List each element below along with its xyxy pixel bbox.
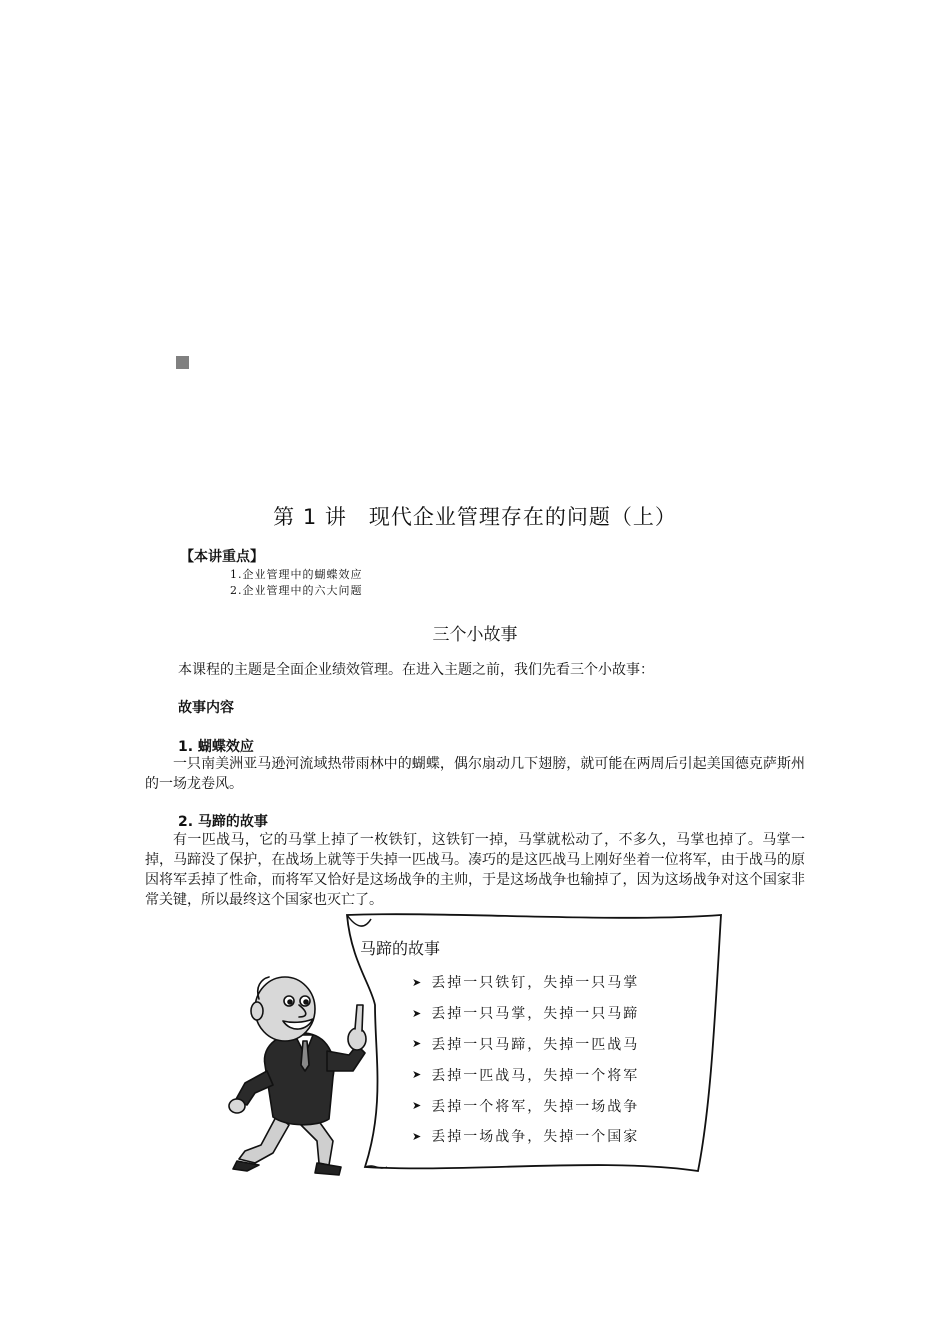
figure-list-item	[412, 1121, 639, 1152]
figure-item-text: 丢掉一场战争，失掉一个国家	[431, 1129, 640, 1146]
figure-list	[412, 967, 639, 1152]
story2-heading: 2. 马蹄的故事	[178, 814, 268, 830]
intro-paragraph: 本课程的主题是全面企业绩效管理。在进入主题之前，我们先看三个小故事：	[178, 662, 654, 678]
story-content-heading: 故事内容	[178, 700, 234, 716]
square-bullet-icon	[176, 356, 189, 369]
figure-list-item	[412, 1059, 639, 1090]
story1-heading: 1. 蝴蝶效应	[178, 739, 254, 755]
figure-item-text: 丢掉一只铁钉，失掉一只马掌	[431, 975, 640, 992]
arrowhead-icon: ➤	[412, 1006, 424, 1020]
figure-item-text: 丢掉一只马蹄，失掉一匹战马	[431, 1036, 640, 1053]
lecture-title: 第 1 讲 现代企业管理存在的问题（上）	[273, 505, 677, 529]
figure-list-item	[412, 998, 639, 1029]
arrowhead-icon: ➤	[412, 1099, 424, 1113]
arrowhead-icon: ➤	[412, 1129, 424, 1143]
arrowhead-icon: ➤	[412, 975, 424, 989]
section-title: 三个小故事	[432, 625, 518, 645]
cartoon-man-icon	[229, 977, 366, 1175]
figure-list-item	[412, 1090, 639, 1121]
key-point-item: 1.企业管理中的蝴蝶效应	[230, 568, 363, 581]
figure-list-item	[412, 1029, 639, 1060]
figure-item-text: 丢掉一匹战马，失掉一个将军	[431, 1067, 640, 1084]
figure-item-text: 丢掉一个将军，失掉一场战争	[431, 1098, 640, 1115]
key-points-heading: 【本讲重点】	[180, 549, 264, 565]
story2-paragraph: 有一匹战马，它的马掌上掉了一枚铁钉，这铁钉一掉，马掌就松动了，不多久，马掌也掉了。马掌一掉，马蹄没了保护，在战场上就等于失掉一匹战马。凑巧的是这匹战马上刚好坐着一位将军，由于战马的原因将军丢掉了性命，而将军又恰好是这场战争的主帅，于是这场战争也输掉了，因为这场战争对这个国家非常关键，所以最终这个国家也灭亡了。	[145, 832, 805, 908]
horseshoe-story-figure	[225, 905, 735, 1190]
figure-title: 马蹄的故事	[360, 939, 441, 958]
arrowhead-icon: ➤	[412, 1068, 424, 1082]
key-point-item: 2.企业管理中的六大问题	[230, 584, 363, 597]
story1-paragraph: 一只南美洲亚马逊河流域热带雨林中的蝴蝶，偶尔扇动几下翅膀，就可能在两周后引起美国德克萨斯州的一场龙卷风。	[145, 756, 805, 792]
arrowhead-icon: ➤	[412, 1037, 424, 1051]
figure-item-text: 丢掉一只马掌，失掉一只马蹄	[431, 1006, 640, 1023]
figure-list-item	[412, 967, 639, 998]
